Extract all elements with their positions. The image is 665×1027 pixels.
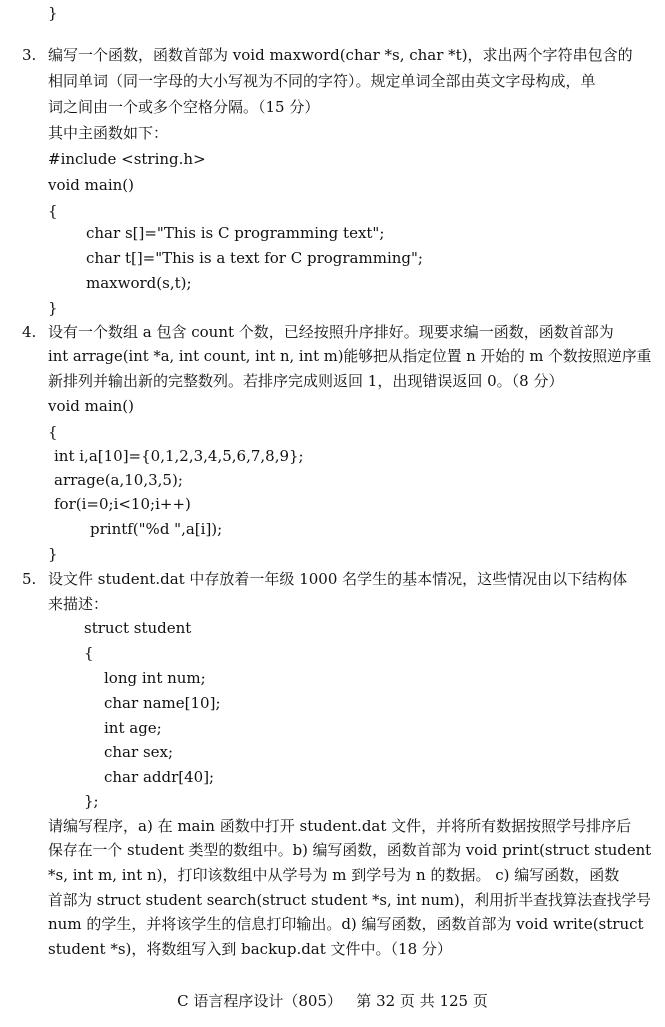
closing-brace: } xyxy=(48,4,58,22)
question-text-line: 相同单词（同一字母的大小写视为不同的字符）。规定单词全部由英文字母构成，单 xyxy=(48,72,596,90)
code-line: maxword(s,t); xyxy=(86,274,192,292)
code-line: char name[10]; xyxy=(104,694,221,712)
question-number: 4. xyxy=(22,323,37,341)
question-text-line: num 的学生，并将该学生的信息打印输出。d) 编写函数，函数首部为 void write(struct xyxy=(48,915,644,933)
question-text-line: 来描述： xyxy=(48,595,109,613)
question-text-line: 编写一个函数，函数首部为 void maxword(char *s, char *t)，求出两个字符串包含的 xyxy=(48,46,633,64)
code-line: void main() xyxy=(48,176,135,194)
code-line: #include <string.h> xyxy=(48,150,206,168)
code-line: void main() xyxy=(48,397,135,415)
question-text-line: 设有一个数组 a 包含 count 个数，已经按照升序排好。现要求编一函数，函数首部为 xyxy=(48,323,614,341)
question-number: 3. xyxy=(22,46,37,64)
code-line: { xyxy=(84,644,94,662)
code-line: }; xyxy=(84,792,99,810)
question-text-line: 设文件 student.dat 中存放着一年级 1000 名学生的基本情况，这些情况由以下结构体 xyxy=(48,570,628,588)
question-text-line: 请编写程序，a) 在 main 函数中打开 student.dat 文件，并将所有数据按照学号排序后 xyxy=(48,817,632,835)
code-line: { xyxy=(48,202,58,220)
question-text-line: 其中主函数如下： xyxy=(48,124,169,142)
code-line: printf("%d ",a[i]); xyxy=(90,520,223,538)
code-line: char addr[40]; xyxy=(104,768,215,786)
code-line: } xyxy=(48,545,58,563)
question-text-line: 新排列并输出新的完整数列。若排序完成则返回 1，出现错误返回 0。（8 分） xyxy=(48,372,564,390)
question-text-line: student *s)，将数组写入到 backup.dat 文件中。（18 分） xyxy=(48,940,452,958)
code-line: { xyxy=(48,423,58,441)
question-number: 5. xyxy=(22,570,37,588)
code-line: long int num; xyxy=(104,669,206,687)
question-text-line: 首部为 struct student search(struct student *s, int num)，利用折半查找算法查找学号 xyxy=(48,891,651,909)
code-line: for(i=0;i<10;i++) xyxy=(54,495,191,513)
code-line: struct student xyxy=(84,619,192,637)
question-text-line: int arrage(int *a, int count, int n, int m)能够把从指定位置 n 开始的 m 个数按照逆序重 xyxy=(48,347,652,365)
question-text-line: *s, int m, int n)，打印该数组中从学号为 m 到学号为 n 的数据。 c) 编写函数，函数 xyxy=(48,866,620,884)
page-footer: C 语言程序设计（805） 第 32 页 共 125 页 xyxy=(177,992,488,1010)
code-line: arrage(a,10,3,5); xyxy=(54,471,183,489)
code-line: int age; xyxy=(104,719,162,737)
code-line: int i,a[10]={0,1,2,3,4,5,6,7,8,9}; xyxy=(54,447,304,465)
question-text-line: 词之间由一个或多个空格分隔。（15 分） xyxy=(48,98,320,116)
code-line: char sex; xyxy=(104,743,174,761)
code-line: } xyxy=(48,299,58,317)
question-text-line: 保存在一个 student 类型的数组中。b) 编写函数，函数首部为 void print(struct student xyxy=(48,841,652,859)
code-line: char s[]="This is C programming text"; xyxy=(86,224,385,242)
code-line: char t[]="This is a text for C programming"; xyxy=(86,249,423,267)
